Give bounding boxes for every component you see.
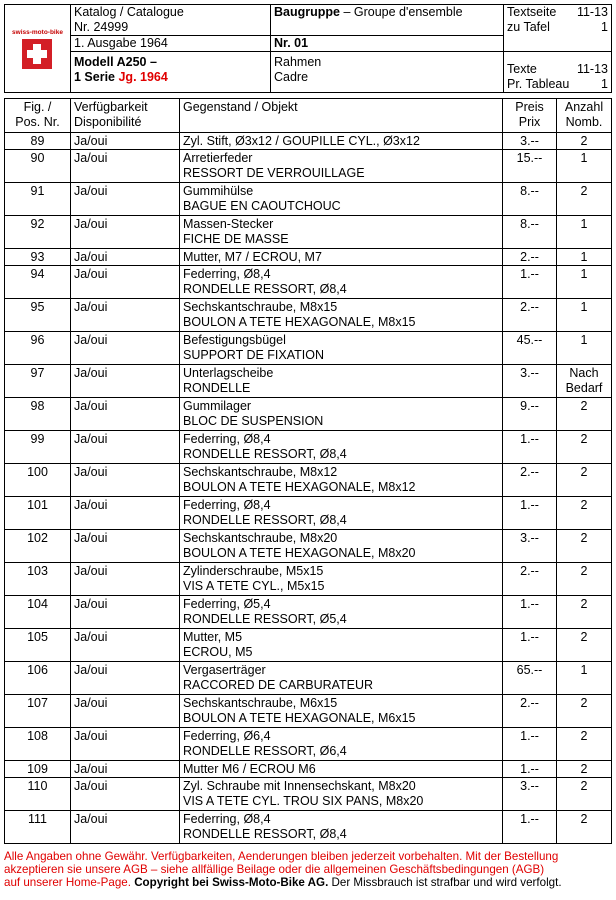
availability-cell: Ja/oui	[71, 464, 180, 497]
pos-cell: 92	[5, 216, 71, 249]
pos-cell: 94	[5, 266, 71, 299]
availability-cell: Ja/oui	[71, 596, 180, 629]
pos-cell: 105	[5, 629, 71, 662]
availability-cell: Ja/oui	[71, 183, 180, 216]
quantity-cell: 1	[557, 662, 612, 695]
texte-cell	[504, 52, 612, 93]
object-cell: Sechskantschraube, M8x12 BOULON A TETE HEXAGONALE, M8x12	[180, 464, 503, 497]
table-header-row	[5, 99, 612, 133]
object-cell: Mutter, M5 ECROU, M5	[180, 629, 503, 662]
availability-cell: Ja/oui	[71, 133, 180, 150]
pos-cell: 90	[5, 150, 71, 183]
group-name-fr: Cadre	[274, 70, 309, 84]
object-cell: Federring, Ø8,4 RONDELLE RESSORT, Ø8,4	[180, 497, 503, 530]
model-year: Jg. 1964	[118, 70, 168, 84]
quantity-cell: 2	[557, 778, 612, 811]
availability-cell: Ja/oui	[71, 629, 180, 662]
pos-cell: 93	[5, 249, 71, 266]
pos-cell: 110	[5, 778, 71, 811]
quantity-cell: 1	[557, 249, 612, 266]
pos-cell: 102	[5, 530, 71, 563]
pos-cell: 101	[5, 497, 71, 530]
quantity-cell: 1	[557, 216, 612, 249]
group-label-cell	[271, 5, 504, 36]
textseite-label: Textseite	[507, 5, 557, 19]
price-cell: 3.--	[503, 778, 557, 811]
object-cell: Sechskantschraube, M8x20 BOULON A TETE HEXAGONALE, M8x20	[180, 530, 503, 563]
price-cell: 15.--	[503, 150, 557, 183]
table-row	[5, 431, 612, 464]
table-row	[5, 216, 612, 249]
availability-cell: Ja/oui	[71, 398, 180, 431]
pr-tableau-value: 1	[601, 77, 608, 91]
availability-cell: Ja/oui	[71, 530, 180, 563]
pos-cell: 103	[5, 563, 71, 596]
quantity-cell: 2	[557, 398, 612, 431]
availability-cell: Ja/oui	[71, 332, 180, 365]
object-cell: Mutter M6 / ECROU M6	[180, 761, 503, 778]
zu-tafel-label: zu Tafel	[507, 20, 550, 34]
table-row	[5, 150, 612, 183]
price-cell: 1.--	[503, 497, 557, 530]
price-cell: 2.--	[503, 464, 557, 497]
quantity-cell: 2	[557, 431, 612, 464]
availability-cell: Ja/oui	[71, 695, 180, 728]
model-series: 1 Serie	[74, 70, 119, 84]
group-name-de: Rahmen	[274, 55, 322, 69]
disclaimer-line2: akzeptieren sie unsere AGB – siehe allfällige Beilage oder die allgemeinen Geschäftsbedingungen (AGB)	[4, 863, 545, 876]
group-number: Nr. 01	[271, 36, 504, 52]
price-cell: 9.--	[503, 398, 557, 431]
textseite-cell	[504, 5, 612, 52]
price-cell: 1.--	[503, 266, 557, 299]
availability-cell: Ja/oui	[71, 365, 180, 398]
quantity-cell: 1	[557, 332, 612, 365]
object-cell: Zyl. Stift, Ø3x12 / GOUPILLE CYL., Ø3x12	[180, 133, 503, 150]
price-cell: 8.--	[503, 216, 557, 249]
quantity-cell: 1	[557, 266, 612, 299]
col-price: Preis Prix	[503, 99, 557, 133]
pos-cell: 108	[5, 728, 71, 761]
object-cell: Vergaserträger RACCORED DE CARBURATEUR	[180, 662, 503, 695]
object-cell: Gummihülse BAGUE EN CAOUTCHOUC	[180, 183, 503, 216]
disclaimer-line1: Alle Angaben ohne Gewähr. Verfügbarkeiten, Aenderungen bleiben jederzeit vorbehalten. Mit der Bestellung	[4, 850, 559, 863]
availability-cell: Ja/oui	[71, 563, 180, 596]
edition: 1. Ausgabe 1964	[71, 36, 271, 52]
price-cell: 3.--	[503, 133, 557, 150]
parts-table	[4, 98, 612, 844]
price-cell: 2.--	[503, 563, 557, 596]
pos-cell: 109	[5, 761, 71, 778]
table-row	[5, 249, 612, 266]
textseite-value: 11-13	[576, 5, 608, 19]
quantity-cell: 2	[557, 811, 612, 844]
price-cell: 2.--	[503, 249, 557, 266]
availability-cell: Ja/oui	[71, 778, 180, 811]
table-row	[5, 365, 612, 398]
price-cell: 3.--	[503, 365, 557, 398]
object-cell: Federring, Ø6,4 RONDELLE RESSORT, Ø6,4	[180, 728, 503, 761]
object-cell: Federring, Ø8,4 RONDELLE RESSORT, Ø8,4	[180, 266, 503, 299]
price-cell: 2.--	[503, 299, 557, 332]
quantity-cell: 2	[557, 629, 612, 662]
col-object: Gegenstand / Objekt	[180, 99, 503, 133]
availability-cell: Ja/oui	[71, 150, 180, 183]
quantity-cell: 2	[557, 761, 612, 778]
price-cell: 1.--	[503, 811, 557, 844]
texte-label: Texte	[507, 62, 537, 76]
availability-cell: Ja/oui	[71, 299, 180, 332]
catalog-number: Nr. 24999	[74, 20, 129, 34]
availability-cell: Ja/oui	[71, 811, 180, 844]
table-row	[5, 497, 612, 530]
col-availability: Verfügbarkeit Disponibilité	[71, 99, 180, 133]
object-cell: Sechskantschraube, M6x15 BOULON A TETE HEXAGONALE, M6x15	[180, 695, 503, 728]
table-row	[5, 183, 612, 216]
table-row	[5, 464, 612, 497]
quantity-cell: 2	[557, 695, 612, 728]
price-cell: 45.--	[503, 332, 557, 365]
table-row	[5, 596, 612, 629]
disclaimer-line3: auf unserer Home-Page.	[4, 876, 135, 889]
pos-cell: 99	[5, 431, 71, 464]
availability-cell: Ja/oui	[71, 497, 180, 530]
object-cell: Sechskantschraube, M8x15 BOULON A TETE HEXAGONALE, M8x15	[180, 299, 503, 332]
price-cell: 65.--	[503, 662, 557, 695]
swiss-moto-bike-logo	[12, 23, 64, 75]
object-cell: Befestigungsbügel SUPPORT DE FIXATION	[180, 332, 503, 365]
table-row	[5, 629, 612, 662]
price-cell: 1.--	[503, 629, 557, 662]
zu-tafel-value: 1	[601, 20, 608, 34]
pos-cell: 96	[5, 332, 71, 365]
availability-cell: Ja/oui	[71, 662, 180, 695]
pos-cell: 89	[5, 133, 71, 150]
pos-cell: 98	[5, 398, 71, 431]
price-cell: 1.--	[503, 431, 557, 464]
pos-cell: 104	[5, 596, 71, 629]
pos-cell: 91	[5, 183, 71, 216]
object-cell: Gummilager BLOC DE SUSPENSION	[180, 398, 503, 431]
pos-cell: 100	[5, 464, 71, 497]
table-row	[5, 563, 612, 596]
table-row	[5, 398, 612, 431]
quantity-cell: 1	[557, 150, 612, 183]
table-row	[5, 266, 612, 299]
availability-cell: Ja/oui	[71, 249, 180, 266]
quantity-cell: Nach Bedarf	[557, 365, 612, 398]
price-cell: 1.--	[503, 728, 557, 761]
copyright-notice: Copyright bei Swiss-Moto-Bike AG.	[134, 876, 329, 889]
availability-cell: Ja/oui	[71, 216, 180, 249]
quantity-cell: 2	[557, 497, 612, 530]
price-cell: 2.--	[503, 695, 557, 728]
object-cell: Federring, Ø8,4 RONDELLE RESSORT, Ø8,4	[180, 811, 503, 844]
price-cell: 1.--	[503, 761, 557, 778]
texte-value: 11-13	[576, 62, 608, 76]
group-label-rest: – Groupe d'ensemble	[339, 5, 463, 19]
pos-cell: 95	[5, 299, 71, 332]
quantity-cell: 2	[557, 183, 612, 216]
quantity-cell: 2	[557, 530, 612, 563]
object-cell: Federring, Ø5,4 RONDELLE RESSORT, Ø5,4	[180, 596, 503, 629]
quantity-cell: 1	[557, 299, 612, 332]
logo-text: swiss-moto-bike	[12, 28, 63, 36]
quantity-cell: 2	[557, 563, 612, 596]
pos-cell: 107	[5, 695, 71, 728]
table-row	[5, 695, 612, 728]
group-label-bold: Baugruppe	[274, 5, 340, 19]
pos-cell: 111	[5, 811, 71, 844]
disclaimer-footer	[4, 850, 614, 889]
group-name-cell	[271, 52, 504, 93]
object-cell: Zyl. Schraube mit Innensechskant, M8x20 VIS A TETE CYL. TROU SIX PANS, M8x20	[180, 778, 503, 811]
availability-cell: Ja/oui	[71, 431, 180, 464]
catalog-header	[4, 4, 612, 93]
catalog-cell	[71, 5, 271, 36]
table-row	[5, 299, 612, 332]
pos-cell: 106	[5, 662, 71, 695]
table-row	[5, 728, 612, 761]
object-cell: Arretierfeder RESSORT DE VERROUILLAGE	[180, 150, 503, 183]
model-line1: Modell A250 –	[74, 55, 157, 69]
quantity-cell: 2	[557, 133, 612, 150]
price-cell: 3.--	[503, 530, 557, 563]
table-row	[5, 761, 612, 778]
model-cell	[71, 52, 271, 93]
catalog-label: Katalog / Catalogue	[74, 5, 184, 19]
availability-cell: Ja/oui	[71, 266, 180, 299]
pr-tableau-label: Pr. Tableau	[507, 77, 570, 91]
quantity-cell: 2	[557, 464, 612, 497]
table-row	[5, 530, 612, 563]
object-cell: Federring, Ø8,4 RONDELLE RESSORT, Ø8,4	[180, 431, 503, 464]
misuse-notice: Der Missbrauch ist strafbar und wird verfolgt.	[328, 876, 562, 889]
table-row	[5, 133, 612, 150]
availability-cell: Ja/oui	[71, 728, 180, 761]
col-fig: Fig. / Pos. Nr.	[5, 99, 71, 133]
price-cell: 8.--	[503, 183, 557, 216]
table-row	[5, 332, 612, 365]
col-quantity: Anzahl Nomb.	[557, 99, 612, 133]
object-cell: Zylinderschraube, M5x15 VIS A TETE CYL., M5x15	[180, 563, 503, 596]
quantity-cell: 2	[557, 728, 612, 761]
object-cell: Massen-Stecker FICHE DE MASSE	[180, 216, 503, 249]
logo-cell	[5, 5, 71, 93]
availability-cell: Ja/oui	[71, 761, 180, 778]
table-row	[5, 662, 612, 695]
object-cell: Mutter, M7 / ECROU, M7	[180, 249, 503, 266]
table-row	[5, 778, 612, 811]
object-cell: Unterlagscheibe RONDELLE	[180, 365, 503, 398]
pos-cell: 97	[5, 365, 71, 398]
price-cell: 1.--	[503, 596, 557, 629]
table-row	[5, 811, 612, 844]
quantity-cell: 2	[557, 596, 612, 629]
